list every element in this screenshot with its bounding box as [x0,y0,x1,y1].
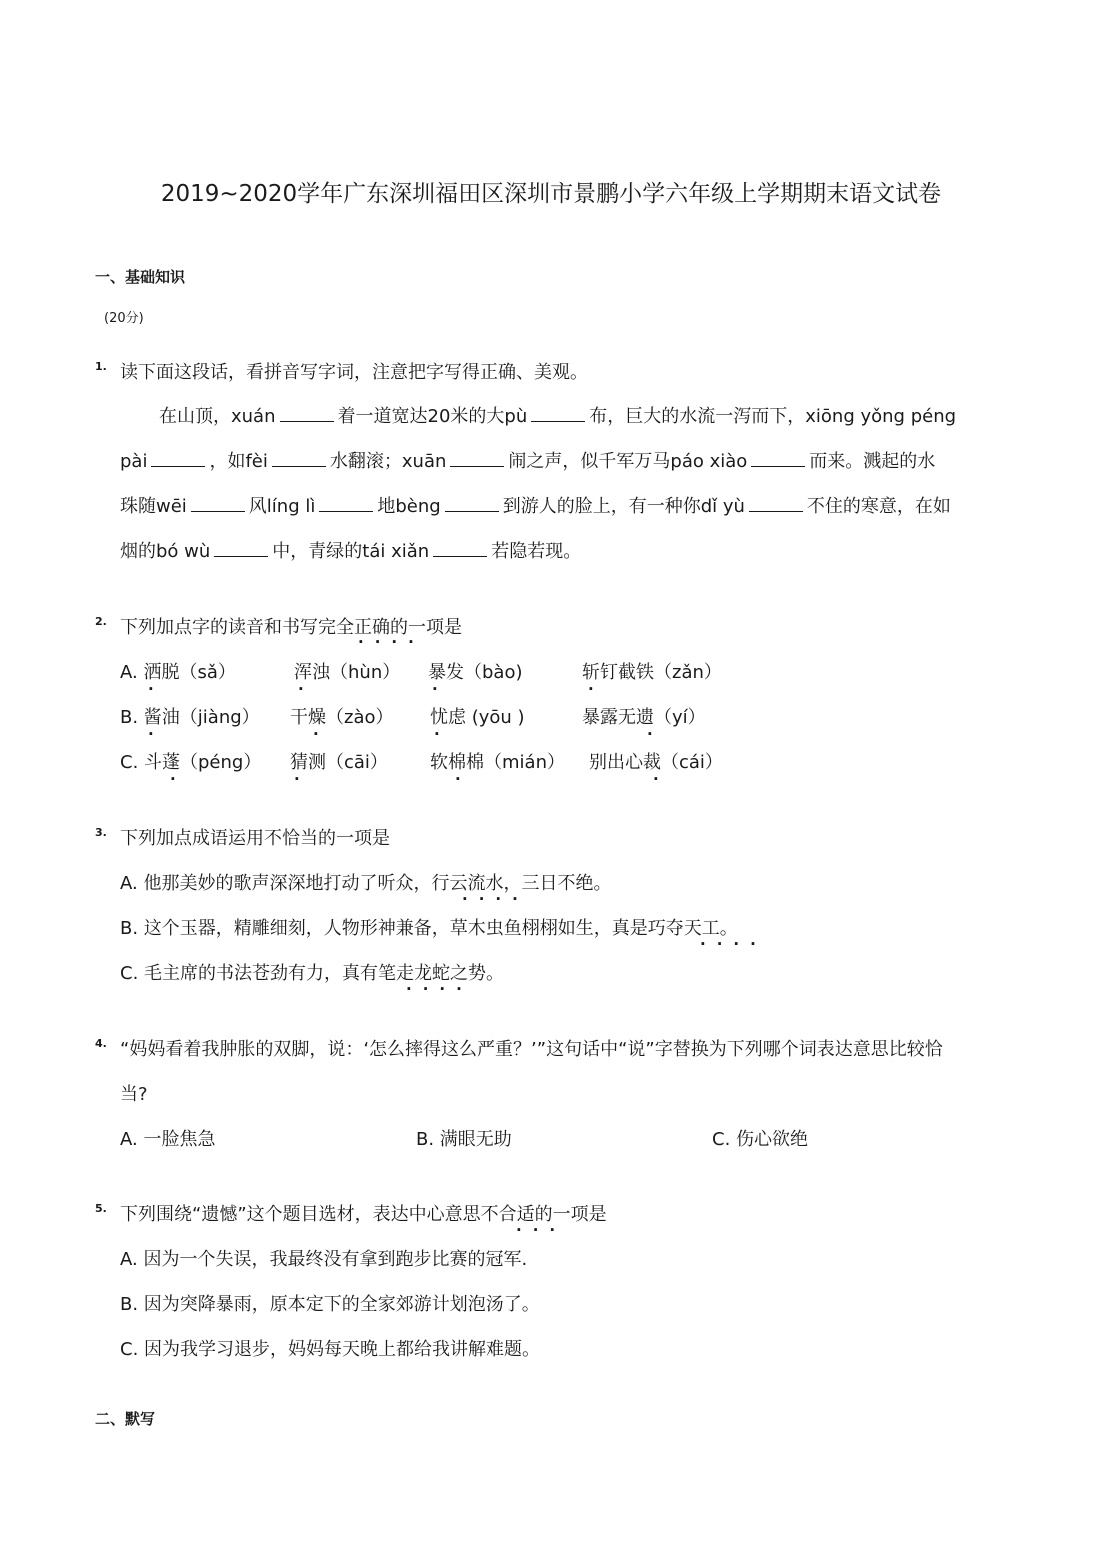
emphasis-dot: · [647,725,664,743]
question-5-prompt: 下列围绕“遗憾”这个题目选材，表达中心意思不合适的一项是 [120,1204,607,1225]
emphasis-dot: · [432,680,449,698]
question-2-prompt: 下列加点字的读音和书写完全正确的一项是 [120,617,462,638]
text-segment: 水翻滚；xuān [329,451,447,472]
q2-option-c-4: 别出心裁（cái） [589,752,723,773]
q3-option-a: A. 他那美妙的歌声深深地打动了听众，行云流水，三日不绝。 [120,873,612,894]
q2-option-b-3: 忧虑 (yōu ) [430,707,525,728]
question-4-prompt-line-1: “妈妈看着我肿胀的双脚，说：‘怎么摔得这么严重？’”这句话中“说”字替换为下列哪个词表达意思比较恰 [120,1039,943,1060]
text-segment: 到游人的脸上，有一种你dǐ yù [502,496,745,517]
section-heading-basics: 一、基础知识 [95,268,186,286]
emphasis-dot: · [653,770,670,788]
emphasis-dot: · [170,770,187,788]
answer-blank[interactable] [749,494,803,512]
text-segment: 地bèng [377,496,441,517]
q2-option-a-4: 斩钉截铁（zǎn） [582,662,722,683]
answer-blank[interactable] [272,449,326,467]
emphasis-dot: · [313,725,330,743]
emphasis-dot: · [298,680,315,698]
question-1-prompt: 读下面这段话，看拼音写字词，注意把字写得正确、美观。 [120,362,588,383]
section-score: (20分) [104,311,144,326]
question-number-4: 4. [95,1037,107,1050]
q2-option-c-1: C. 斗蓬（péng） [120,752,262,773]
q2-option-a-2: 浑浊（hùn） [294,662,401,683]
answer-blank[interactable] [214,539,268,557]
q3-option-b: B. 这个玉器，精雕细刻，人物形神兼备，草木虫鱼栩栩如生，真是巧夺天工。 [120,918,738,939]
text-segment: 不住的寒意，在如 [806,496,951,517]
text-segment: 着一道宽达20米的大pù [337,406,528,427]
q5-option-c: C. 因为我学习退步，妈妈每天晚上都给我讲解难题。 [120,1339,541,1360]
q2-option-a-3: 暴发（bào) [428,662,523,683]
emphasis-dots: ··· [516,1221,567,1239]
text-segment: 闹之声，似千军万马páo xiào [508,451,748,472]
question-1-line-4 [120,539,581,565]
emphasis-dots: ···· [462,890,529,908]
text-segment: 若隐若现。 [491,541,582,562]
emphasis-dot: · [455,770,472,788]
question-number-1: 1. [95,360,107,373]
text-segment: 布，巨大的水流一泻而下，xiōng yǒng péng [589,406,957,427]
q2-option-a-1: A. 洒脱（sǎ） [120,662,236,683]
emphasis-dot: · [148,725,165,743]
text-segment: pài [120,451,148,472]
q2-option-c-2: 猜测（cāi） [290,752,388,773]
question-1-line-2 [120,449,935,475]
text-segment: 烟的bó wù [120,541,211,562]
q2-option-b-2: 干燥（zào） [290,707,394,728]
answer-blank[interactable] [280,404,334,422]
text-segment: 风líng lì [248,496,316,517]
emphasis-dot: · [434,725,451,743]
q4-option-a: A. 一脸焦急 [120,1129,216,1150]
text-segment: 在山顶，xuán [159,406,276,427]
q2-option-b-4: 暴露无遗（yí） [582,707,706,728]
q4-option-b: B. 满眼无助 [416,1129,512,1150]
answer-blank[interactable] [433,539,487,557]
answer-blank[interactable] [450,449,504,467]
question-3-prompt: 下列加点成语运用不恰当的一项是 [120,828,390,849]
text-segment: 中，青绿的tái xiǎn [272,541,430,562]
answer-blank[interactable] [151,449,205,467]
page-title: 2019~2020学年广东深圳福田区深圳市景鹏小学六年级上学期期末语文试卷 [160,181,942,207]
emphasis-dots: ···· [700,935,767,953]
section-heading-dictation: 二、默写 [95,1410,156,1428]
answer-blank[interactable] [191,494,245,512]
question-number-3: 3. [95,826,107,839]
q3-option-c: C. 毛主席的书法苍劲有力，真有笔走龙蛇之势。 [120,963,505,984]
emphasis-dot: · [294,770,311,788]
text-segment: ，如fèi [209,451,268,472]
emphasis-dots: ···· [406,980,473,998]
question-4-prompt-line-2: 当? [120,1084,148,1105]
question-1-line-1 [159,404,956,430]
emphasis-dot: · [148,680,165,698]
text-segment: 而来。溅起的水 [809,451,936,472]
q5-option-a: A. 因为一个失误，我最终没有拿到跑步比赛的冠军. [120,1249,528,1270]
q2-option-c-3: 软棉棉（mián） [430,752,565,773]
text-segment: 珠随wēi [120,496,187,517]
q2-option-b-1: B. 酱油（jiàng） [120,707,260,728]
answer-blank[interactable] [531,404,585,422]
answer-blank[interactable] [445,494,499,512]
answer-blank[interactable] [751,449,805,467]
q5-option-b: B. 因为突降暴雨，原本定下的全家郊游计划泡汤了。 [120,1294,540,1315]
question-number-2: 2. [95,615,107,628]
emphasis-dots: ···· [358,633,425,651]
q4-option-c: C. 伤心欲绝 [712,1129,809,1150]
emphasis-dot: · [588,680,605,698]
answer-blank[interactable] [319,494,373,512]
question-1-line-3 [120,494,951,520]
question-number-5: 5. [95,1202,107,1215]
